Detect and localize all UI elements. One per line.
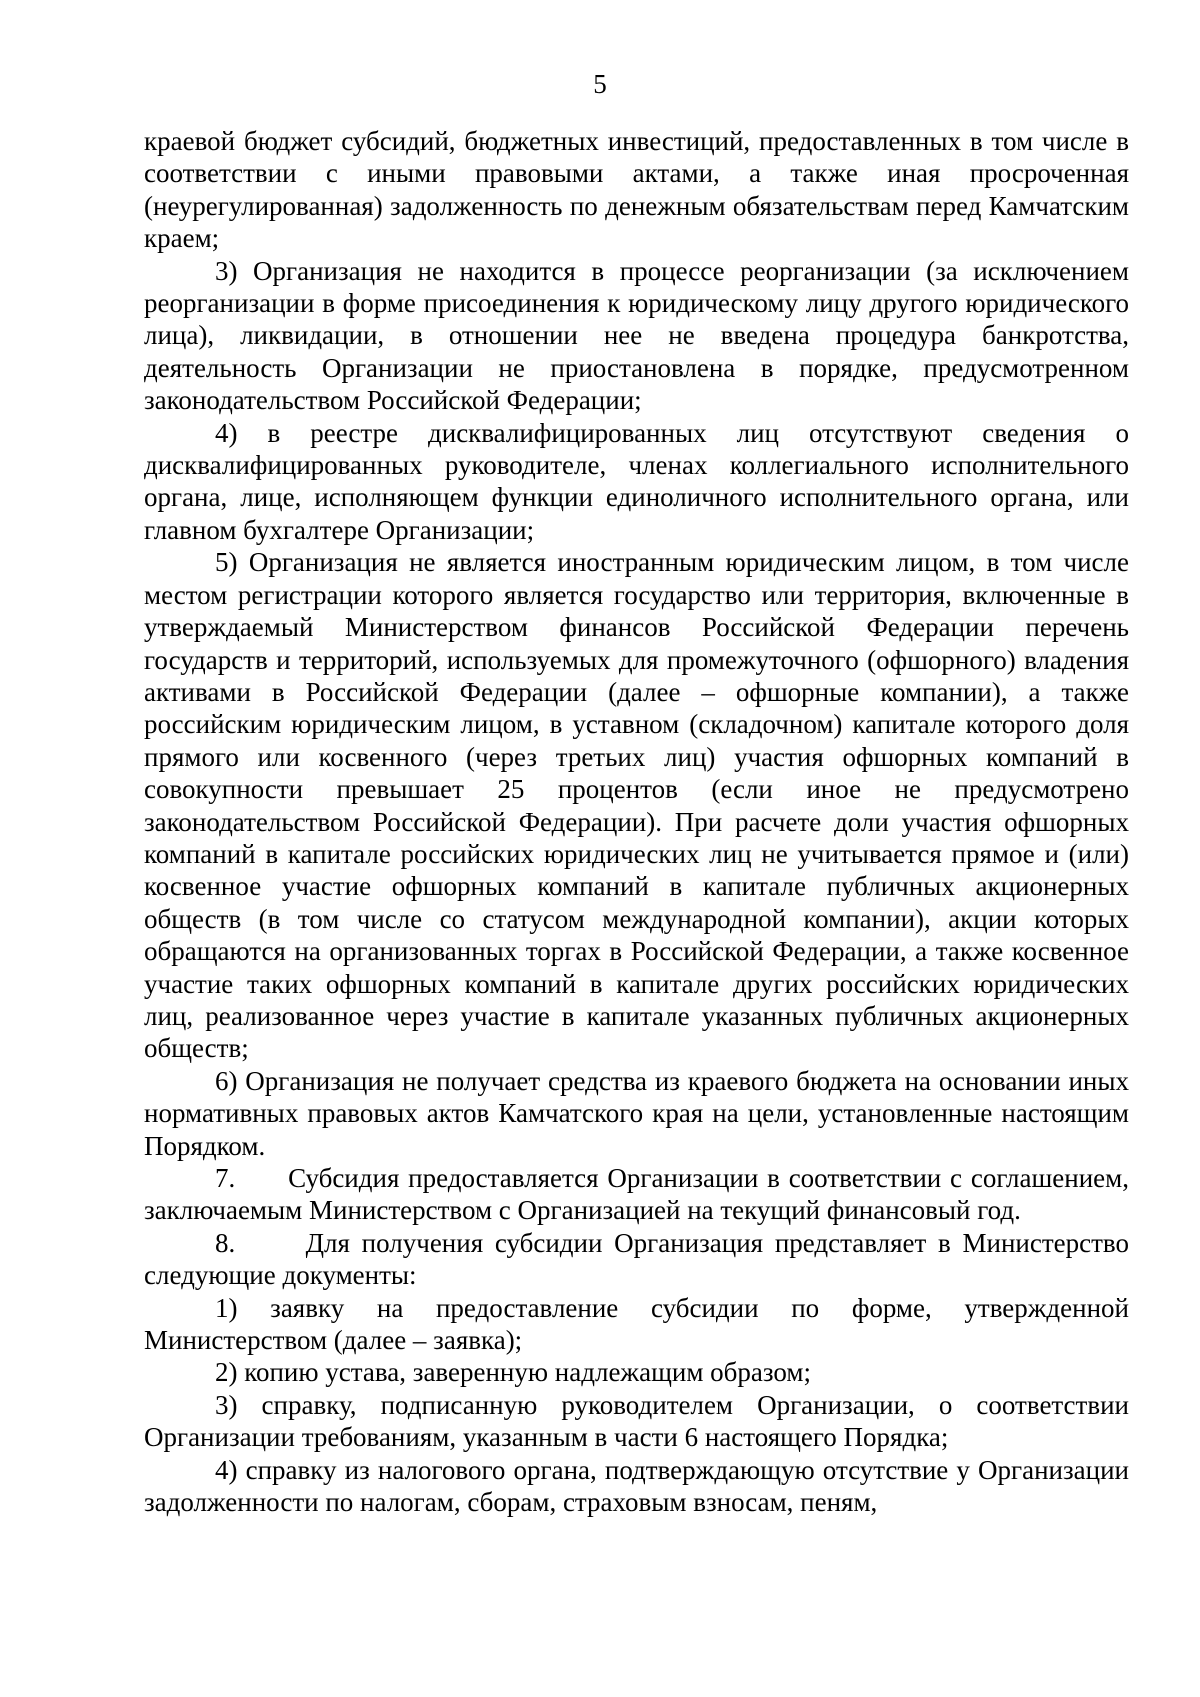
- paragraph-item-4: 4) в реестре дисквалифицированных лиц отсутствуют сведения о дисквалифицированных руководителе, членах коллегиального исполнительного органа, лице, исполняющем функции единоличного исполнительного органа, или главном бухгалтере Организации;: [144, 417, 1129, 545]
- paragraph-item-3: 3) Организация не находится в процессе реорганизации (за исключением реорганизации в форме присоединения к юридическому лицу другого юридического лица), ликвидации, в отношении нее не введена процедура банкротства, деятельность Организации не приостановлена в порядке, предусмотренном законодательством Российской Федерации;: [144, 255, 1129, 416]
- paragraph-section-8: 8. Для получения субсидии Организация представляет в Министерство следующие документы:: [144, 1227, 1129, 1291]
- paragraph-doc-3: 3) справку, подписанную руководителем Организации, о соответствии Организации требованиям, указанным в части 6 настоящего Порядка;: [144, 1389, 1129, 1453]
- document-body: [144, 125, 1129, 1518]
- paragraph-doc-1: 1) заявку на предоставление субсидии по форме, утвержденной Министерством (далее – заявка);: [144, 1292, 1129, 1356]
- paragraph-doc-4: 4) справку из налогового органа, подтверждающую отсутствие у Организации задолженности по налогам, сборам, страховым взносам, пеням,: [144, 1454, 1129, 1518]
- paragraph-doc-2: 2) копию устава, заверенную надлежащим образом;: [215, 1357, 811, 1388]
- paragraph-item-6: 6) Организация не получает средства из краевого бюджета на основании иных нормативных правовых актов Камчатского края на цели, установленные настоящим Порядком.: [144, 1065, 1129, 1161]
- paragraph-item-5: 5) Организация не является иностранным юридическим лицом, в том числе местом регистрации которого является государство или территория, включенные в утверждаемый Министерством финансов Российской Федерации перечень государств и территорий, используемых для промежуточного (офшорного) владения активами в Российской Федерации (далее – офшорные компании), а также российским юридическим лицом, в уставном (складочном) капитале которого доля прямого или косвенного (через третьих лиц) участия офшорных компаний в совокупности превышает 25 процентов (если иное не предусмотрено законодательством Российской Федерации). При расчете доли участия офшорных компаний в капитале российских юридических лиц не учитывается прямое и (или) косвенное участие офшорных компаний в капитале публичных акционерных обществ (в том числе со статусом международной компании), акции которых обращаются на организованных торгах в Российской Федерации, а также косвенное участие таких офшорных компаний в капитале других российских юридических лиц, реализованное через участие в капитале указанных публичных акционерных обществ;: [144, 547, 1129, 1064]
- paragraph-section-7: 7. Субсидия предоставляется Организации в соответствии с соглашением, заключаемым Министерством с Организацией на текущий финансовый год.: [144, 1163, 1129, 1226]
- paragraph-continuation: краевой бюджет субсидий, бюджетных инвестиций, предоставленных в том числе в соответствии с иными правовыми актами, а также иная просроченная (неурегулированная) задолженность по денежным обязательствам перед Камчатским краем;: [144, 126, 1129, 254]
- page-number: 5: [593, 69, 607, 99]
